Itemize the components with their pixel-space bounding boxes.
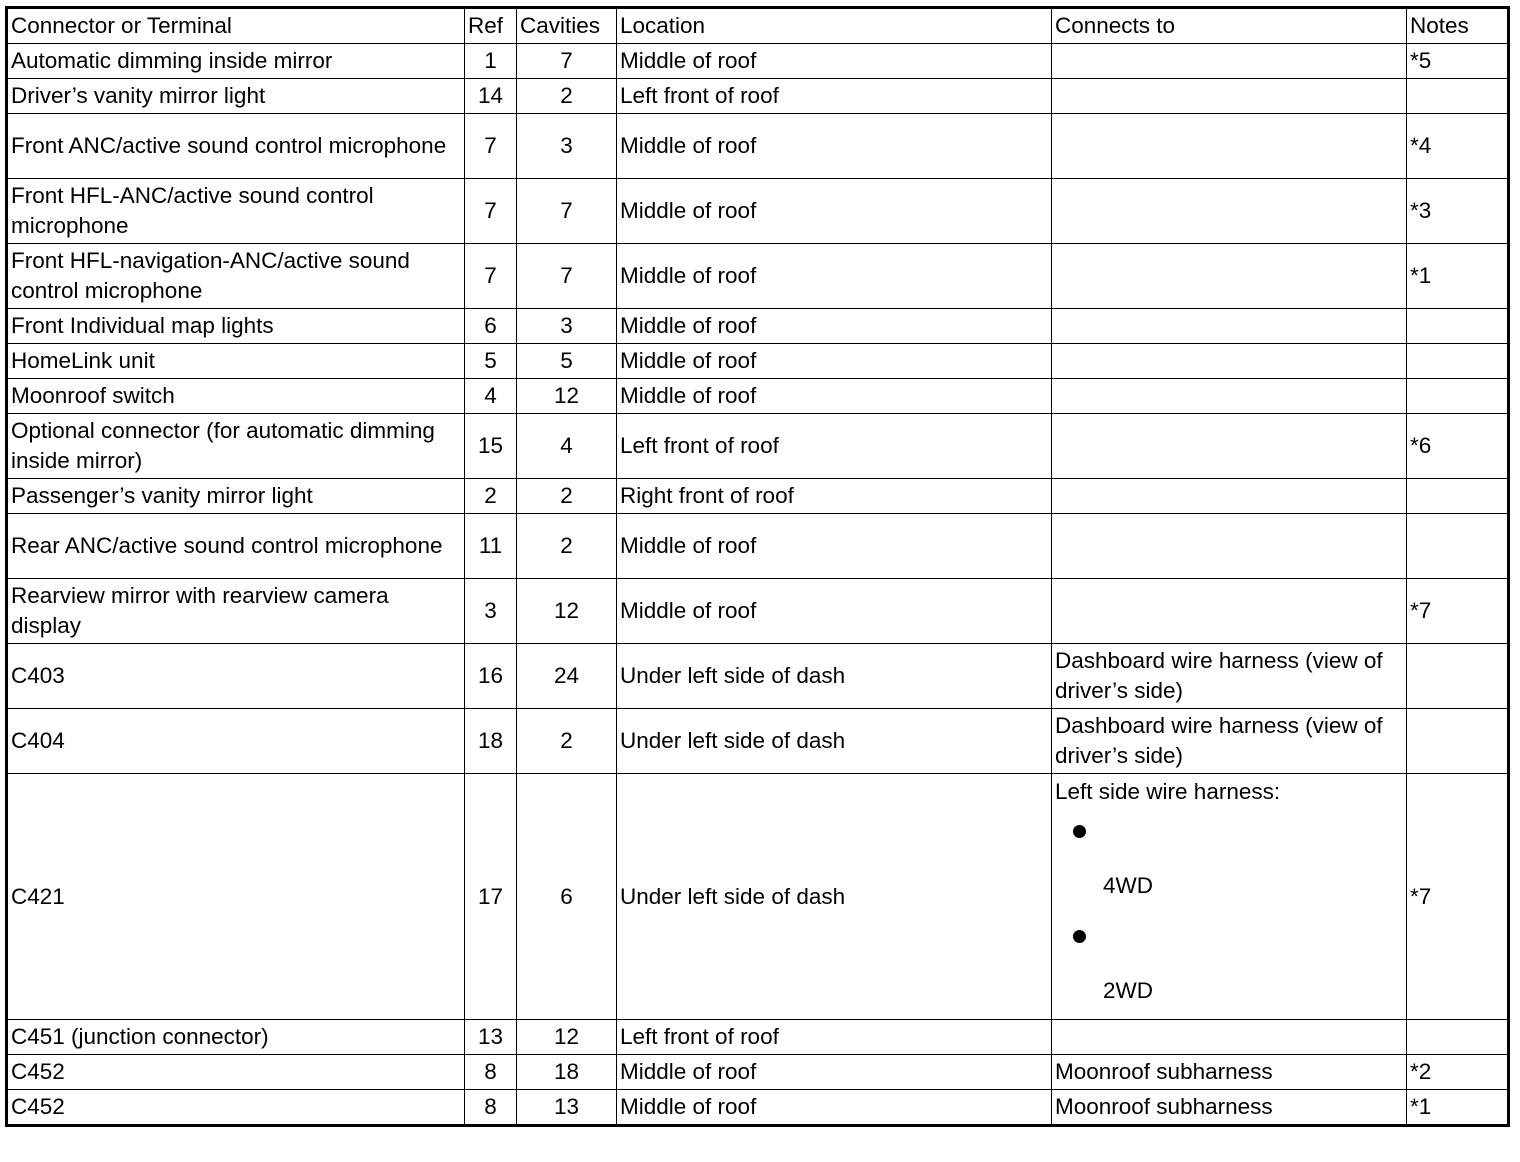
cell-connects-to xyxy=(1052,114,1407,179)
cell-ref: 7 xyxy=(465,244,517,309)
cell-notes xyxy=(1407,709,1509,774)
cell-connects-to xyxy=(1052,244,1407,309)
cell-location: Middle of roof xyxy=(617,244,1052,309)
cell-location: Right front of roof xyxy=(617,479,1052,514)
cell-connector: Passenger’s vanity mirror light xyxy=(7,479,465,514)
cell-connects-to xyxy=(1052,1020,1407,1055)
cell-ref: 5 xyxy=(465,344,517,379)
cell-location: Middle of roof xyxy=(617,44,1052,79)
cell-ref: 8 xyxy=(465,1090,517,1126)
cell-location: Under left side of dash xyxy=(617,644,1052,709)
table-row xyxy=(7,114,1509,179)
cell-notes: *3 xyxy=(1407,179,1509,244)
cell-location: Left front of roof xyxy=(617,414,1052,479)
cell-connector: C452 xyxy=(7,1090,465,1126)
table-row xyxy=(7,179,1509,244)
table-row xyxy=(7,379,1509,414)
cell-notes xyxy=(1407,514,1509,579)
table-row xyxy=(7,709,1509,774)
header-location: Location xyxy=(617,8,1052,44)
cell-notes: *2 xyxy=(1407,1055,1509,1090)
header-connects-to: Connects to xyxy=(1052,8,1407,44)
table-row xyxy=(7,309,1509,344)
cell-notes xyxy=(1407,379,1509,414)
header-connector: Connector or Terminal xyxy=(7,8,465,44)
cell-connects-to xyxy=(1052,514,1407,579)
cell-cavities: 12 xyxy=(517,379,617,414)
list-item xyxy=(1055,912,1404,1017)
cell-location: Under left side of dash xyxy=(617,774,1052,1020)
cell-cavities: 6 xyxy=(517,774,617,1020)
harness-variant-list xyxy=(1055,807,1404,1017)
cell-location: Middle of roof xyxy=(617,379,1052,414)
table-row xyxy=(7,244,1509,309)
cell-connector: C403 xyxy=(7,644,465,709)
cell-notes: *1 xyxy=(1407,244,1509,309)
cell-connector: Rearview mirror with rearview camera display xyxy=(7,579,465,644)
cell-connector: Moonroof switch xyxy=(7,379,465,414)
bullet-icon xyxy=(1073,930,1086,943)
cell-cavities: 18 xyxy=(517,1055,617,1090)
table-row xyxy=(7,479,1509,514)
cell-notes: *5 xyxy=(1407,44,1509,79)
cell-location: Middle of roof xyxy=(617,114,1052,179)
cell-connects-to xyxy=(1052,479,1407,514)
cell-ref: 18 xyxy=(465,709,517,774)
cell-connects-to: Dashboard wire harness (view of driver’s side) xyxy=(1052,644,1407,709)
cell-ref: 8 xyxy=(465,1055,517,1090)
cell-connector: C421 xyxy=(7,774,465,1020)
header-cavities: Cavities xyxy=(517,8,617,44)
harness-variant-label: 2WD xyxy=(1103,977,1153,1003)
cell-notes xyxy=(1407,79,1509,114)
table-row xyxy=(7,1055,1509,1090)
table-row xyxy=(7,1020,1509,1055)
list-item xyxy=(1055,807,1404,912)
cell-connects-to: Moonroof subharness xyxy=(1052,1055,1407,1090)
cell-connects-to: Moonroof subharness xyxy=(1052,1090,1407,1126)
cell-connects-to xyxy=(1052,44,1407,79)
cell-connects-to xyxy=(1052,179,1407,244)
cell-ref: 4 xyxy=(465,379,517,414)
cell-location: Left front of roof xyxy=(617,1020,1052,1055)
cell-location: Middle of roof xyxy=(617,1090,1052,1126)
cell-cavities: 3 xyxy=(517,309,617,344)
header-ref: Ref xyxy=(465,8,517,44)
cell-notes: *6 xyxy=(1407,414,1509,479)
cell-connector: Front HFL-ANC/active sound control microphone xyxy=(7,179,465,244)
cell-connects-to xyxy=(1052,579,1407,644)
cell-connector: Driver’s vanity mirror light xyxy=(7,79,465,114)
cell-notes xyxy=(1407,309,1509,344)
cell-cavities: 2 xyxy=(517,514,617,579)
cell-cavities: 7 xyxy=(517,44,617,79)
cell-ref: 13 xyxy=(465,1020,517,1055)
table-row xyxy=(7,644,1509,709)
cell-cavities: 12 xyxy=(517,1020,617,1055)
cell-cavities: 7 xyxy=(517,244,617,309)
cell-connector: Optional connector (for automatic dimming inside mirror) xyxy=(7,414,465,479)
cell-connector: C452 xyxy=(7,1055,465,1090)
cell-location: Middle of roof xyxy=(617,1055,1052,1090)
cell-ref: 7 xyxy=(465,179,517,244)
cell-connects-to xyxy=(1052,379,1407,414)
cell-connects-to: Dashboard wire harness (view of driver’s side) xyxy=(1052,709,1407,774)
cell-cavities: 2 xyxy=(517,709,617,774)
cell-notes xyxy=(1407,479,1509,514)
cell-ref: 2 xyxy=(465,479,517,514)
table-row xyxy=(7,514,1509,579)
cell-notes xyxy=(1407,644,1509,709)
cell-location: Under left side of dash xyxy=(617,709,1052,774)
cell-ref: 7 xyxy=(465,114,517,179)
cell-connects-to xyxy=(1052,774,1407,1020)
cell-ref: 16 xyxy=(465,644,517,709)
cell-location: Middle of roof xyxy=(617,514,1052,579)
table-row xyxy=(7,1090,1509,1126)
cell-cavities: 2 xyxy=(517,479,617,514)
cell-location: Middle of roof xyxy=(617,344,1052,379)
table-row xyxy=(7,344,1509,379)
cell-notes xyxy=(1407,344,1509,379)
cell-cavities: 24 xyxy=(517,644,617,709)
table-row xyxy=(7,414,1509,479)
table-row xyxy=(7,774,1509,1020)
cell-notes xyxy=(1407,1020,1509,1055)
cell-cavities: 13 xyxy=(517,1090,617,1126)
connects-to-title: Left side wire harness: xyxy=(1055,778,1281,804)
cell-ref: 15 xyxy=(465,414,517,479)
cell-connector: C404 xyxy=(7,709,465,774)
table-row xyxy=(7,44,1509,79)
cell-cavities: 4 xyxy=(517,414,617,479)
cell-location: Middle of roof xyxy=(617,309,1052,344)
cell-location: Left front of roof xyxy=(617,79,1052,114)
cell-ref: 6 xyxy=(465,309,517,344)
cell-ref: 14 xyxy=(465,79,517,114)
cell-connector: Automatic dimming inside mirror xyxy=(7,44,465,79)
cell-notes: *4 xyxy=(1407,114,1509,179)
cell-connector: Front ANC/active sound control microphone xyxy=(7,114,465,179)
cell-notes: *7 xyxy=(1407,579,1509,644)
table-row xyxy=(7,579,1509,644)
cell-ref: 3 xyxy=(465,579,517,644)
cell-connects-to xyxy=(1052,309,1407,344)
cell-notes: *7 xyxy=(1407,774,1509,1020)
cell-connector: Front Individual map lights xyxy=(7,309,465,344)
header-notes: Notes xyxy=(1407,8,1509,44)
cell-notes: *1 xyxy=(1407,1090,1509,1126)
cell-cavities: 12 xyxy=(517,579,617,644)
cell-connector: HomeLink unit xyxy=(7,344,465,379)
harness-variant-label: 4WD xyxy=(1103,872,1153,898)
cell-connects-to xyxy=(1052,414,1407,479)
cell-connector: Rear ANC/active sound control microphone xyxy=(7,514,465,579)
cell-location: Middle of roof xyxy=(617,579,1052,644)
connector-table xyxy=(5,6,1510,1127)
cell-cavities: 2 xyxy=(517,79,617,114)
header-row xyxy=(7,8,1509,44)
cell-connector: C451 (junction connector) xyxy=(7,1020,465,1055)
cell-cavities: 3 xyxy=(517,114,617,179)
cell-connects-to xyxy=(1052,79,1407,114)
bullet-icon xyxy=(1073,825,1086,838)
cell-location: Middle of roof xyxy=(617,179,1052,244)
table-row xyxy=(7,79,1509,114)
cell-cavities: 5 xyxy=(517,344,617,379)
cell-connects-to xyxy=(1052,344,1407,379)
cell-cavities: 7 xyxy=(517,179,617,244)
cell-connector: Front HFL-navigation-ANC/active sound control microphone xyxy=(7,244,465,309)
cell-ref: 17 xyxy=(465,774,517,1020)
cell-ref: 11 xyxy=(465,514,517,579)
cell-ref: 1 xyxy=(465,44,517,79)
